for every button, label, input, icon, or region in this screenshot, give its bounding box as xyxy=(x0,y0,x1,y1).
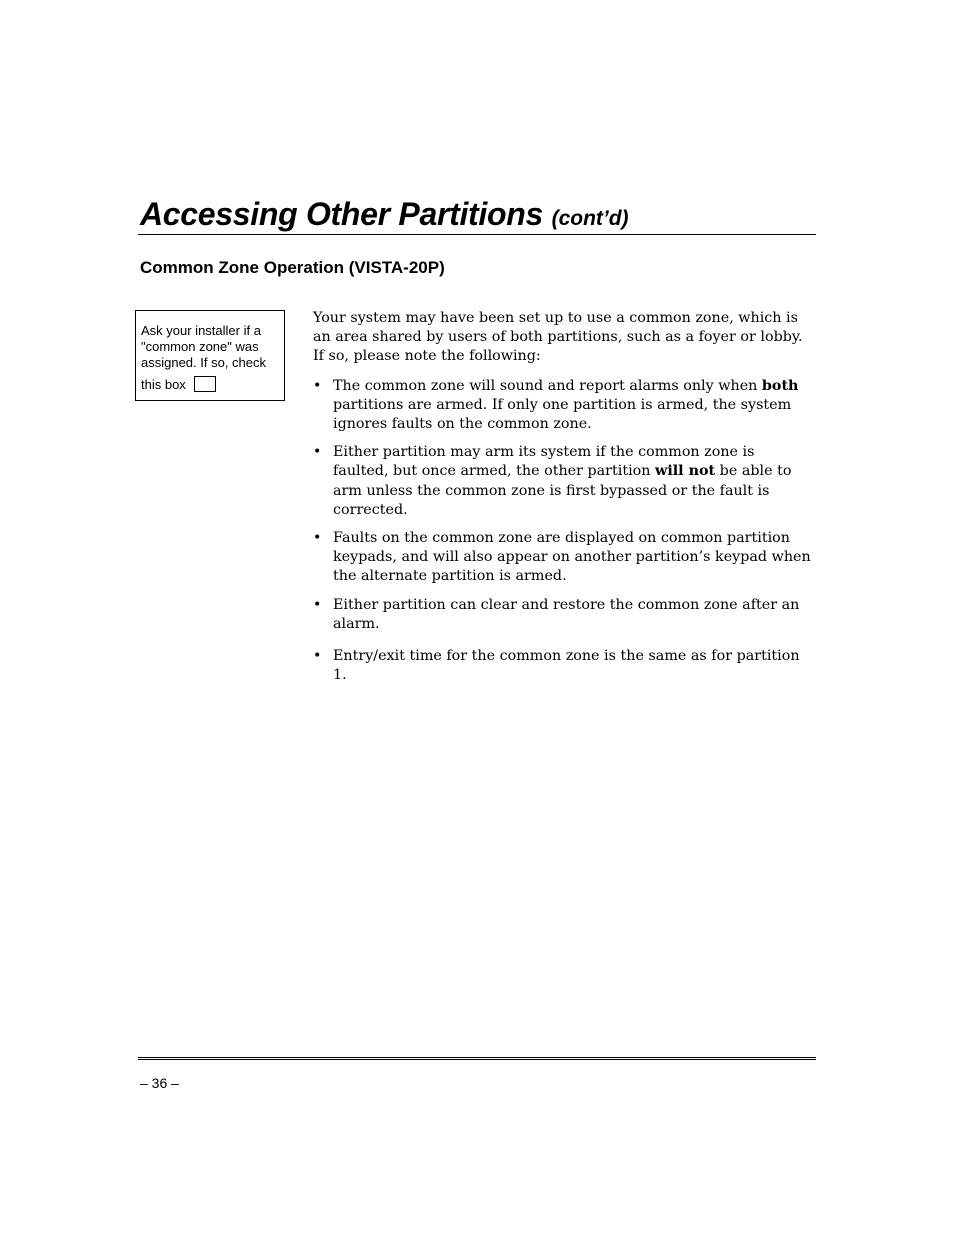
list-item-text: The common zone will sound and report alarms only when xyxy=(333,377,762,394)
bullet-icon: • xyxy=(313,377,322,394)
sidebar-note-line: assigned. If so, check xyxy=(141,355,267,370)
page-title-suffix: (cont’d) xyxy=(551,207,629,230)
page-number: – 36 – xyxy=(140,1075,179,1091)
list-item xyxy=(313,529,813,587)
sidebar-note-line: Ask your installer if a xyxy=(141,323,261,338)
bullet-icon: • xyxy=(313,648,322,665)
list-item-text: be able to arm unless the common zone is first bypassed or the fault is corrected. xyxy=(333,463,792,518)
list-item-text: partitions are armed. If only one partition is armed, the system ignores faults on the common zone. xyxy=(333,396,792,433)
list-item-text: Faults on the common zone are displayed on common partition keypads, and will also appear on another partition’s keypad when the alternate partition is armed. xyxy=(333,530,811,585)
bullet-icon: • xyxy=(313,596,322,613)
bullet-icon: • xyxy=(313,530,322,547)
list-item xyxy=(313,647,813,685)
page-title-text: Accessing Other Partitions xyxy=(140,196,543,232)
page-title xyxy=(140,194,629,239)
section-heading: Common Zone Operation (VISTA-20P) xyxy=(140,258,445,277)
sidebar-note-line: this box xyxy=(141,377,186,392)
list-item xyxy=(313,443,813,520)
list-item-text: Entry/exit time for the common zone is the same as for partition 1. xyxy=(333,648,800,684)
footer-divider xyxy=(138,1057,816,1060)
list-item-text: Either partition can clear and restore the common zone after an alarm. xyxy=(333,596,800,632)
list-item-emphasis: will not xyxy=(655,463,716,480)
list-item xyxy=(313,377,813,435)
sidebar-note-box xyxy=(135,310,285,401)
sidebar-note-last-line xyxy=(141,377,280,394)
notes-list xyxy=(313,377,813,686)
header-divider xyxy=(138,234,816,235)
common-zone-checkbox[interactable] xyxy=(194,376,216,392)
sidebar-note-line: "common zone" was xyxy=(141,339,259,354)
list-item-text: Either partition may arm its system if the common zone is faulted, but once armed, the other partition xyxy=(333,444,755,480)
intro-paragraph: Your system may have been set up to use a common zone, which is an area shared by users of both partitions, such as a foyer or lobby. If so, please note the following: xyxy=(313,310,803,365)
list-item-emphasis: both xyxy=(761,377,799,394)
main-body xyxy=(313,309,813,694)
list-item xyxy=(313,596,813,634)
bullet-icon: • xyxy=(313,444,322,461)
